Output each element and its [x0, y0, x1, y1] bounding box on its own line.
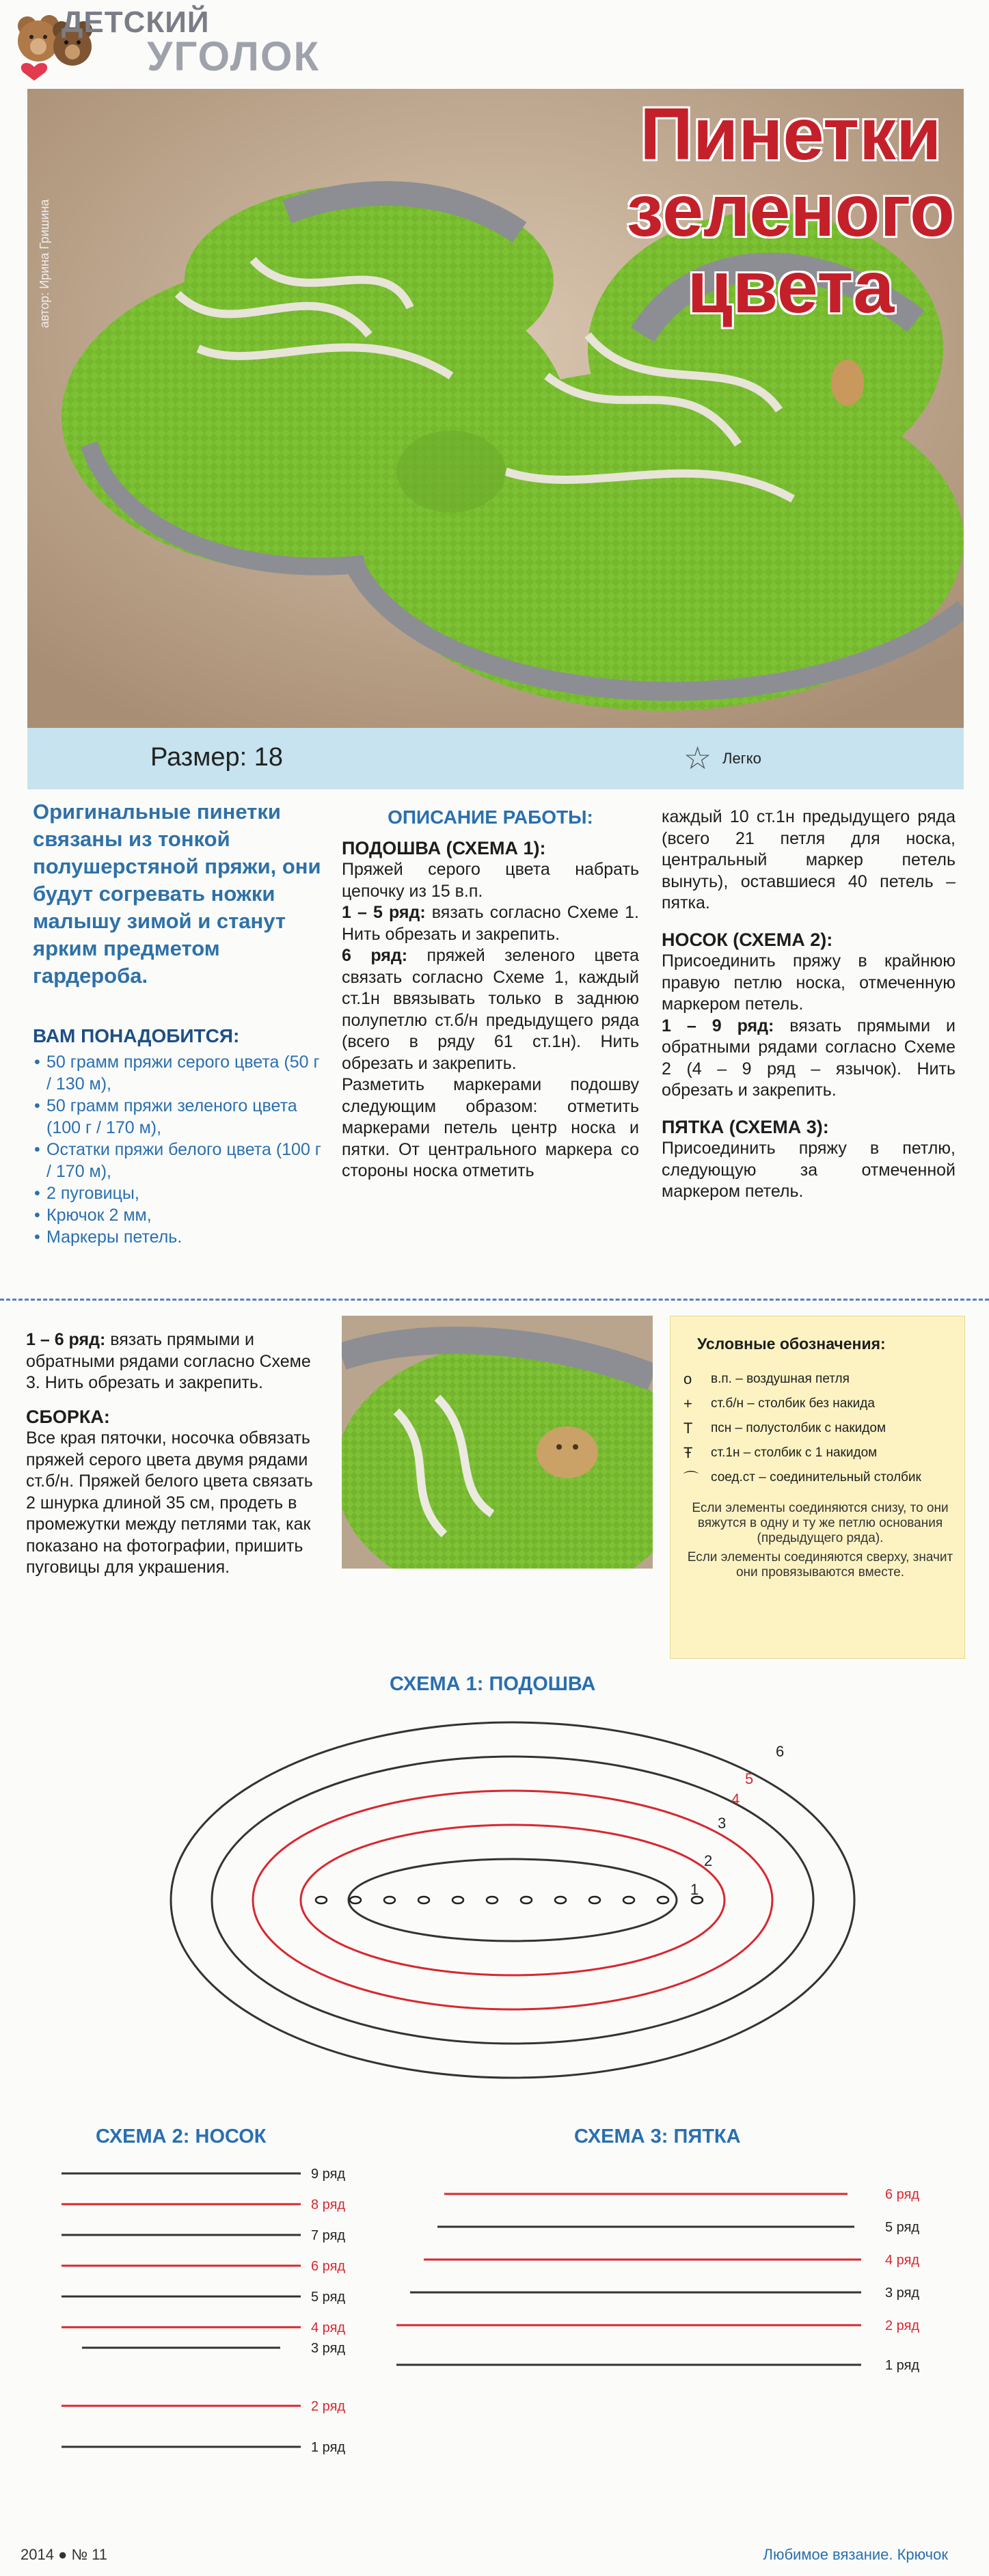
heel-rows-step [26, 1329, 327, 1394]
row-label: 2 ряд [311, 2399, 346, 2414]
heel-step-1: Присоединить пряжу в петлю, следующую за отмеченной маркером петель. [662, 1139, 956, 1201]
row-label: 1 ряд [311, 2440, 346, 2455]
scheme-1-diagram [157, 1709, 868, 2091]
cut-line-divider [0, 1299, 989, 1301]
intro-text: Оригинальные пинетки связаны из тонкой полушерстяной пряжи, они будут согревать ножки малышу зимой и станут ярким предметом гардероба. [33, 800, 321, 988]
assembly-column [26, 1329, 327, 1579]
row-label: 1 – 9 ряд: [662, 1016, 774, 1035]
row-label: 4 ряд [311, 2320, 346, 2335]
row-label: 8 ряд [311, 2197, 346, 2212]
legend-text: псн – полустолбик с накидом [711, 1421, 886, 1435]
row-label: 1 ряд [885, 2358, 920, 2373]
toe-heading: НОСОК (СХЕМА 2): [662, 929, 833, 950]
row-label: 5 ряд [311, 2290, 346, 2305]
title-line-3: цвета [687, 245, 895, 328]
row-label: 1 – 5 ряд: [342, 903, 426, 922]
scheme-2-rows [62, 2173, 301, 2447]
round-number: 6 [776, 1743, 785, 1760]
scheme-1-inner [349, 1859, 677, 1941]
row-label: 6 ряд [311, 2259, 346, 2274]
scheme-1-title: СХЕМА 1: ПОДОШВА [390, 1673, 596, 1695]
size-label: Размер: 18 [150, 743, 283, 772]
row-label: 3 ряд [311, 2341, 346, 2356]
scheme-3-rows [396, 2194, 861, 2365]
difficulty-label: Легко [722, 750, 761, 767]
sole-heading: ПОДОШВА (СХЕМА 1): [342, 837, 546, 858]
single-crochet-icon: + [683, 1395, 692, 1412]
brand-line-2: УГОЛОК [147, 33, 321, 79]
title-line-1: Пинетки [640, 92, 942, 175]
list-item: • Остатки пряжи белого цвета (100 г / 170 м), [33, 1139, 327, 1182]
scheme-3-row-labels [885, 2187, 919, 2373]
list-item: • 2 пуговицы, [33, 1182, 327, 1204]
half-double-icon: T [683, 1420, 693, 1437]
materials-title: ВАМ ПОНАДОБИТСЯ: [33, 1025, 240, 1046]
step-text: пряжей зеленого цвета связать согласно Схеме 1, каждый ст.1н ввязывать только в заднюю полупетлю ст.б/н предыдущего ряда (всего в ряду 61 ст.1н). Нить обрезать и закрепить. [342, 946, 639, 1073]
list-item: • 50 грамм пряжи зеленого цвета (100 г / 170 м), [33, 1095, 327, 1139]
round-number: 1 [690, 1881, 699, 1898]
sole-step-1: Пряжей серого цвета набрать цепочку из 15 в.п. [342, 860, 639, 901]
legend-title: Условные обозначения: [697, 1335, 886, 1353]
legend-item-chain [683, 1367, 957, 1392]
description-column-1 [342, 806, 639, 1182]
row-label: 1 – 6 ряд: [26, 1330, 106, 1349]
legend-item-double [683, 1441, 957, 1465]
round-number: 3 [718, 1815, 727, 1832]
row-label: 5 ряд [885, 2220, 920, 2235]
row-label: 9 ряд [311, 2167, 346, 2182]
title-line-2: зеленого [626, 169, 955, 252]
legend-text: ст.1н – столбик с 1 накидом [711, 1446, 878, 1460]
page-title [626, 92, 955, 328]
scheme-3-diagram [383, 2173, 957, 2392]
row-label: 7 ряд [311, 2228, 346, 2243]
scheme-3-title: СХЕМА 3: ПЯТКА [574, 2126, 741, 2147]
star-icon: ☆ [683, 740, 712, 776]
issue-number: 2014 ● № 11 [21, 2546, 108, 2563]
brand-line-1: ДЕТСКИЙ [62, 5, 210, 39]
round-number: 2 [704, 1852, 713, 1869]
step-text: вязать прямыми и обратными рядами согласно Схеме 2 (4 – 9 ряд – язычок). Нить обрезать и закрепить. [662, 1016, 956, 1100]
row-label: 4 ряд [885, 2253, 920, 2268]
slip-stitch-icon: ⌒ [683, 1469, 699, 1487]
list-item: • Крючок 2 мм, [33, 1204, 327, 1226]
row-label: 6 ряд: [342, 946, 408, 965]
toe-step-2 [662, 1016, 956, 1102]
sole-step-4-cont: каждый 10 ст.1н предыдущего ряда (всего 21 петля для носка, центральный маркер петель вынуть), оставшиеся 40 петель – пятка. [662, 807, 956, 912]
double-crochet-icon: Ŧ [683, 1444, 693, 1461]
sole-step-4: Разметить маркерами подошву следующим образом: отметить маркерами петель центр носка и пятки. От центрального маркера со стороны носка отметить [342, 1075, 639, 1180]
legend-text: ст.б/н – столбик без накида [711, 1396, 875, 1411]
round-number: 4 [731, 1791, 740, 1808]
toe-step-1: Присоединить пряжу в крайнюю правую петлю носка, отмеченную маркером петель. [662, 951, 956, 1014]
description-title: ОПИСАНИЕ РАБОТЫ: [388, 806, 593, 828]
row-label: 6 ряд [885, 2187, 920, 2202]
scheme-2-row-labels [311, 2167, 345, 2455]
scheme-1-red-rows [253, 1791, 772, 2009]
magazine-name: Любимое вязание. Крючок [763, 2546, 948, 2563]
step-text: вязать прямыми и обратными рядами согласно Схеме 3. Нить обрезать и закрепить. [26, 1330, 311, 1392]
scheme-1-chain [316, 1897, 703, 1903]
sole-step-2 [342, 902, 639, 945]
legend-note-1: Если элементы соединяются снизу, то они вяжутся в одну и ту же петлю основания (предыдущего ряда). [692, 1501, 949, 1545]
legend-text: соед.ст – соединительный столбик [711, 1470, 921, 1484]
assembly-text: Все края пяточки, носочка обвязать пряжей серого цвета двумя рядами ст.б/н. Пряжей белого цвета связать 2 шнурка длиной 35 см, продеть в промежутки между петлями так, как показано на фотографии, пришить пуговицы для украшения. [26, 1428, 313, 1577]
legend-list [683, 1367, 957, 1580]
step-text: вязать согласно Схеме 1. Нить обрезать и закрепить. [342, 903, 639, 944]
legend-text: в.п. – воздушная петля [711, 1372, 850, 1386]
author-credit: автор: Ирина Гришина [38, 199, 51, 328]
bootie-detail-photo [342, 1316, 653, 1569]
heel-heading: ПЯТКА (СХЕМА 3): [662, 1116, 829, 1137]
chain-stitch-icon: o [683, 1370, 692, 1387]
legend-item-single [683, 1392, 957, 1416]
legend-item-slip [683, 1465, 957, 1490]
round-number: 5 [745, 1770, 754, 1787]
row-label: 2 ряд [885, 2318, 920, 2333]
description-column-2 [662, 806, 956, 1203]
row-label: 3 ряд [885, 2286, 920, 2301]
materials-list [33, 1051, 327, 1248]
sole-step-3 [342, 945, 639, 1074]
legend-item-half [683, 1416, 957, 1441]
list-item: • 50 грамм пряжи серого цвета (50 г / 130 м), [33, 1051, 327, 1095]
scheme-2-diagram [41, 2160, 355, 2529]
legend-note-2: Если элементы соединяются сверху, значит они провязываются вместе. [687, 1550, 953, 1580]
scheme-2-title: СХЕМА 2: НОСОК [96, 2126, 267, 2147]
assembly-heading: СБОРКА: [26, 1406, 110, 1427]
list-item: • Маркеры петель. [33, 1226, 327, 1248]
